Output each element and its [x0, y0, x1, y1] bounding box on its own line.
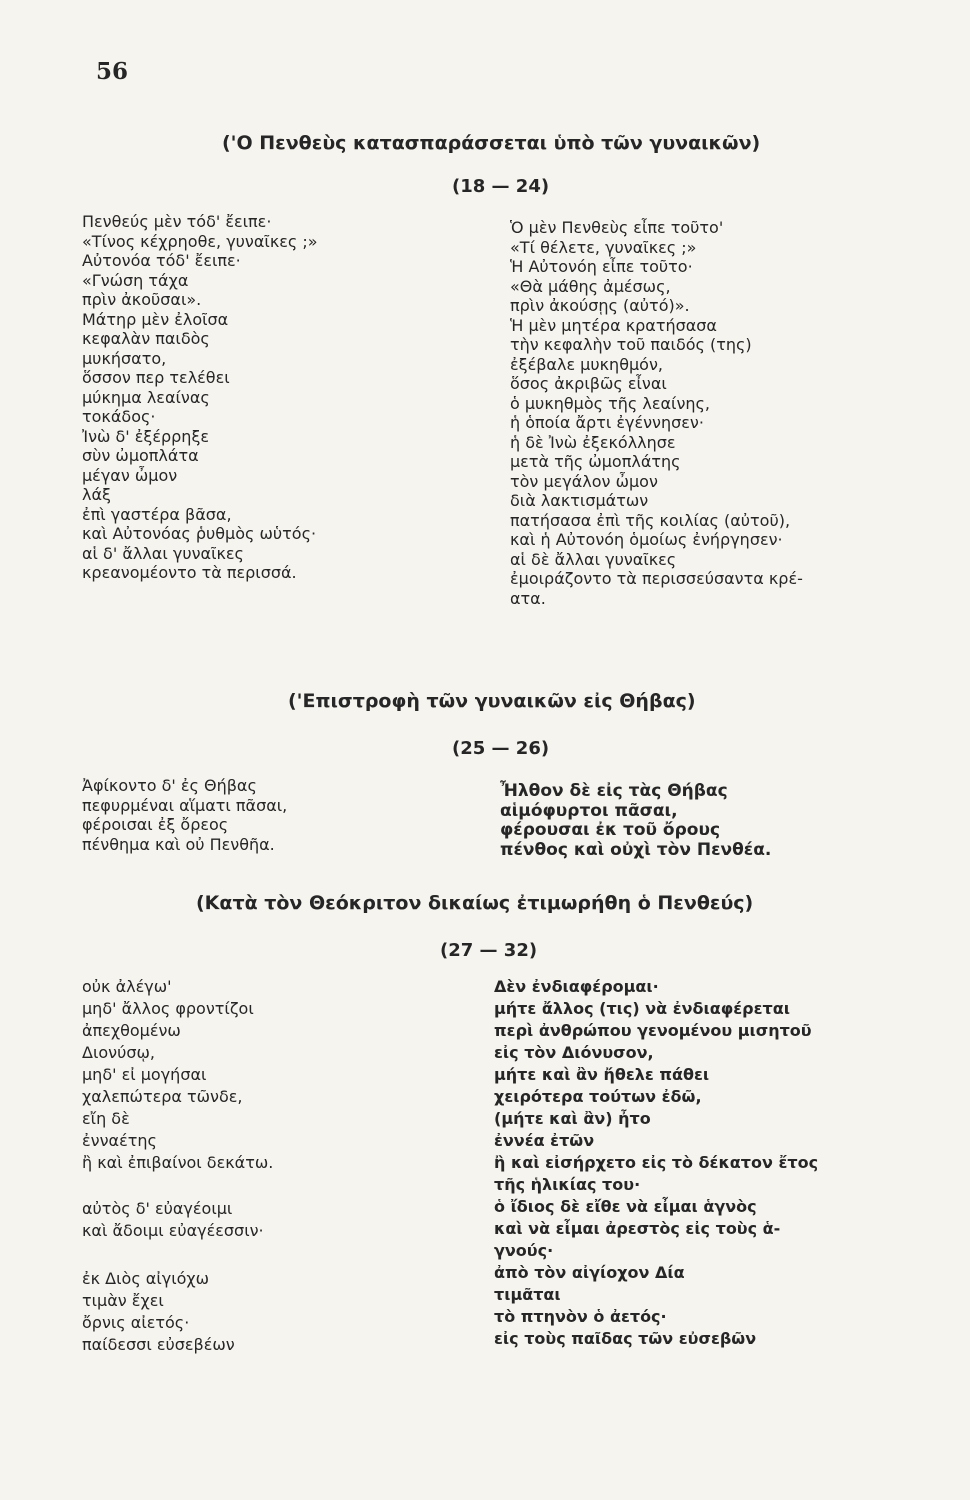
- verse-line: πρὶν ἀκούσῃς (αὐτό)».: [510, 296, 690, 315]
- section-range-2: (25 — 26): [452, 738, 550, 759]
- verse-line: «Τί θέλετε, γυναῖκες ;»: [510, 237, 697, 257]
- verse-line: ἐξέβαλε μυκηθμόν,: [510, 354, 663, 374]
- verse-line: Ἡ μὲν μητέρα κρατήσασα: [510, 315, 717, 335]
- verse-line: χειρότερα τούτων ἐδῶ,: [494, 1087, 702, 1106]
- verse-line: ἢ καὶ εἰσήρχετο εἰς τὸ δέκατον ἔτος: [494, 1153, 819, 1172]
- verse-line: μηδ' ἄλλος φροντίζοι: [82, 999, 254, 1018]
- verse-line: τὸ πτηνὸν ὁ ἀετός·: [494, 1307, 667, 1326]
- verse-line: κρεανομέοντο τὰ περισσά.: [82, 563, 297, 582]
- verse-line: πένθημα καὶ οὐ Πενθῆα.: [82, 834, 275, 854]
- verse-line: ἀπεχθομένω: [82, 1021, 181, 1040]
- verse-line: μύκημα λεαίνας: [82, 387, 210, 407]
- verse-line: Αὐτονόα τόδ' ἔειπε·: [82, 251, 241, 270]
- page-number: 56: [96, 58, 129, 85]
- section-3-original-text-3: [82, 1268, 235, 1356]
- verse-line: ὁ μυκηθμὸς τῆς λεαίνης,: [510, 393, 710, 413]
- verse-line: ὁ ἴδιος δὲ εἴθε νὰ εἶμαι ἁγνὸς: [494, 1197, 757, 1216]
- verse-line: μέγαν ὦμον: [82, 465, 178, 485]
- verse-line: ἢ καὶ ἐπιβαίνοι δεκάτω.: [82, 1153, 274, 1172]
- section-range-1: (18 — 24): [452, 176, 550, 197]
- section-heading-2: ('Επιστροφὴ τῶν γυναικῶν εἰς Θήβας): [288, 690, 696, 712]
- section-heading-3: (Κατὰ τὸν Θεόκριτον δικαίως ἐτιμωρήθη ὁ Πενθεύς): [196, 892, 754, 914]
- verse-line: αἱ δὲ ἄλλαι γυναῖκες: [510, 549, 677, 569]
- verse-line: τιμὰν ἔχει: [82, 1291, 164, 1310]
- section-2-translation-text: [500, 782, 771, 860]
- verse-line: φέρουσαι ἐκ τοῦ ὄρους: [500, 820, 721, 840]
- verse-line: Πενθεύς μὲν τόδ' ἔειπε·: [82, 212, 272, 231]
- verse-line: πρὶν ἀκοῦσαι».: [82, 290, 202, 309]
- verse-line: πένθος καὶ οὐχὶ τὸν Πενθέα.: [500, 839, 772, 860]
- section-2-original-text: [82, 776, 287, 854]
- verse-line: ἡ δὲ Ἰνὼ ἐξεκόλλησε: [510, 432, 676, 452]
- verse-line: καὶ ἡ Αὐτονόη ὁμοίως ἐνήργησεν·: [510, 530, 783, 549]
- section-3-original-text-1: [82, 976, 273, 1174]
- verse-line: Διονύσῳ,: [82, 1043, 155, 1062]
- verse-line: ἐννέα ἐτῶν: [494, 1131, 595, 1150]
- verse-line: μετὰ τῆς ὠμοπλάτης: [510, 452, 681, 471]
- verse-line: «Τίνος κέχρηοθε, γυναῖκες ;»: [82, 231, 318, 251]
- verse-line: περὶ ἀνθρώπου γενομένου μισητοῦ: [494, 1021, 812, 1040]
- verse-line: χαλεπώτερα τῶνδε,: [82, 1087, 243, 1106]
- section-1-translation-text: [510, 218, 803, 608]
- verse-line: Ἦλθον δὲ εἰς τὰς Θήβας: [500, 781, 728, 801]
- section-1-original-text: [82, 212, 318, 583]
- verse-line: καὶ ἄδοιμι εὐαγέεσσιν·: [82, 1221, 264, 1240]
- verse-line: Ὁ μὲν Πενθεὺς εἶπε τοῦτο': [510, 218, 724, 237]
- verse-line: ὅσος ἀκριβῶς εἶναι: [510, 374, 667, 393]
- verse-line: οὐκ ἀλέγω': [82, 977, 172, 996]
- verse-line: «Γνώση τάχα: [82, 270, 189, 290]
- verse-line: λάξ: [82, 485, 111, 504]
- verse-line: ατα.: [510, 588, 546, 608]
- verse-line: μήτε ἄλλος (τις) νὰ ἐνδιαφέρεται: [494, 999, 790, 1018]
- verse-line: ἐκ Διὸς αἰγιόχω: [82, 1269, 210, 1288]
- verse-line: αἱμόφυρτοι πᾶσαι,: [500, 800, 678, 821]
- verse-line: φέροισαι ἐξ ὄρεος: [82, 815, 229, 834]
- verse-line: Μάτηρ μὲν ἐλοῖσα: [82, 309, 229, 329]
- verse-line: ὅσσον περ τελέθει: [82, 368, 230, 387]
- verse-line: πατήσασα ἐπὶ τῆς κοιλίας (αὐτοῦ),: [510, 510, 791, 530]
- verse-line: καὶ Αὐτονόας ῥυθμὸς ωὑτός·: [82, 524, 317, 543]
- verse-line: τῆς ἡλικίας του·: [494, 1175, 641, 1194]
- verse-line: γνούς·: [494, 1241, 554, 1260]
- verse-line: κεφαλὰν παιδὸς: [82, 329, 210, 348]
- verse-line: (μήτε καὶ ἂν) ἦτο: [494, 1109, 651, 1128]
- verse-line: Ἰνὼ δ' ἐξέρρηξε: [82, 426, 210, 446]
- verse-line: τὴν κεφαλὴν τοῦ παιδός (της): [510, 335, 752, 354]
- verse-line: μήτε καὶ ἂν ἤθελε πάθει: [494, 1065, 710, 1084]
- verse-line: τιμᾶται: [494, 1285, 561, 1304]
- verse-line: αἱ δ' ἄλλαι γυναῖκες: [82, 543, 244, 563]
- verse-line: «Θὰ μάθης ἀμέσως,: [510, 276, 671, 296]
- verse-line: τὸν μεγάλον ὦμον: [510, 471, 658, 491]
- verse-line: ἐνναέτης: [82, 1131, 157, 1150]
- verse-line: ἐμοιράζοντο τὰ περισσεύσαντα κρέ-: [510, 569, 803, 588]
- verse-line: καὶ νὰ εἶμαι ἀρεστὸς εἰς τοὺς ἁ-: [494, 1219, 781, 1238]
- verse-line: τοκάδος·: [82, 407, 156, 426]
- verse-line: διὰ λακτισμάτων: [510, 491, 649, 510]
- verse-line: παίδεσσι εὐσεβέων: [82, 1335, 235, 1354]
- verse-line: μυκήσατο,: [82, 348, 167, 368]
- verse-line: Ἡ Αὐτονόη εἶπε τοῦτο·: [510, 257, 693, 276]
- verse-line: ἀπὸ τὸν αἰγίοχον Δία: [494, 1263, 685, 1282]
- verse-line: ὄρνις αἰετός·: [82, 1313, 190, 1332]
- verse-line: αὐτὸς δ' εὐαγέοιμι: [82, 1199, 233, 1218]
- section-3-original-text-2: [82, 1198, 264, 1242]
- verse-line: εἰς τοὺς παῖδας τῶν εὐσεβῶν: [494, 1329, 757, 1348]
- verse-line: εἴη δὲ: [82, 1109, 130, 1128]
- verse-line: εἰς τὸν Διόνυσον,: [494, 1043, 654, 1062]
- section-3-translation-text: [494, 976, 818, 1350]
- verse-line: ἐπὶ γαστέρα βᾶσα,: [82, 504, 232, 524]
- section-range-3: (27 — 32): [440, 940, 538, 961]
- verse-line: πεφυρμέναι αἵματι πᾶσαι,: [82, 795, 288, 815]
- verse-line: Ἀφίκοντο δ' ἐς Θήβας: [82, 776, 257, 795]
- verse-line: μηδ' εἰ μογήσαι: [82, 1065, 207, 1084]
- verse-line: ἡ ὁποία ἄρτι ἐγέννησεν·: [510, 413, 704, 432]
- verse-line: Δὲν ἐνδιαφέρομαι·: [494, 977, 659, 996]
- verse-line: σὺν ὠμοπλάτα: [82, 446, 199, 465]
- section-heading-1: ('Ο Πενθεὺς κατασπαράσσεται ὑπὸ τῶν γυναικῶν): [222, 132, 761, 154]
